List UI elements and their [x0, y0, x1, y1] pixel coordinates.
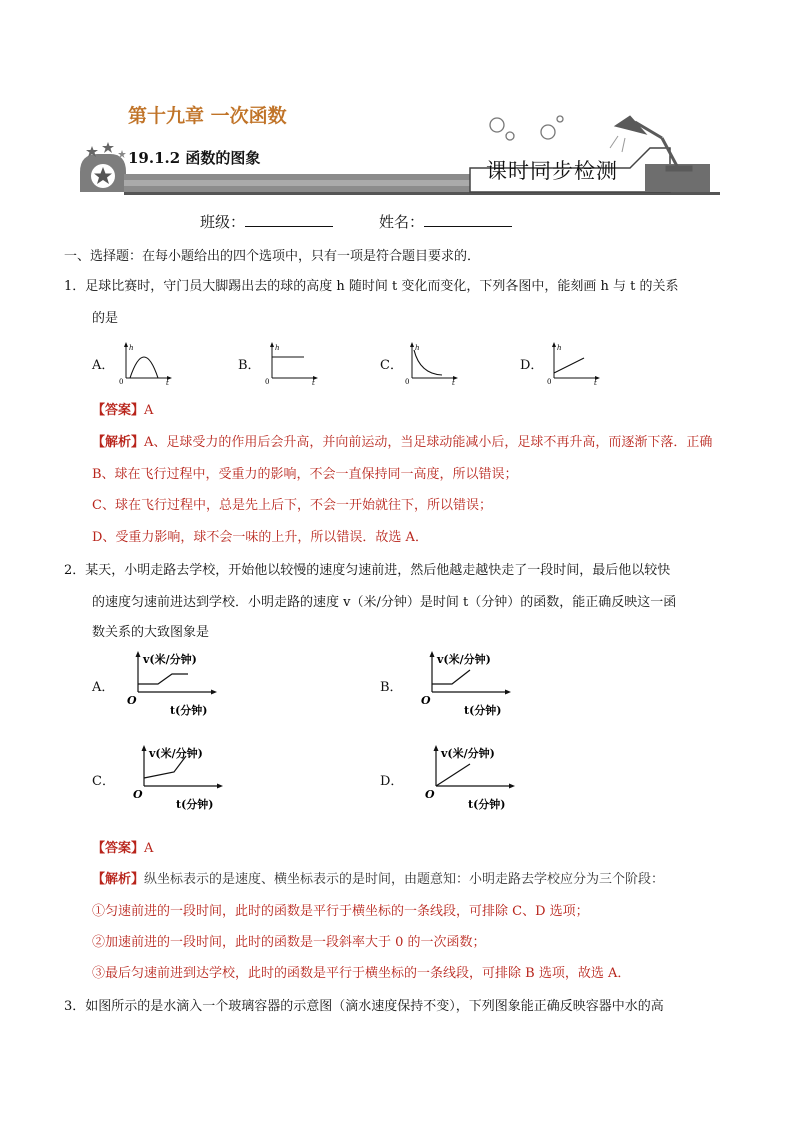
q2b-origin-label: O	[421, 694, 431, 707]
q1-option-b-label: B．	[238, 358, 261, 373]
student-info-row	[200, 210, 512, 233]
q1-analysis-line1	[92, 434, 712, 452]
q2-option-d-label: D．	[380, 774, 404, 789]
q2a-t-axis-label: t(分钟)	[170, 704, 208, 717]
q1d-origin-label: 0	[547, 378, 552, 386]
banner-title: 课时同步检测	[486, 159, 618, 183]
q1a-t-axis-label: t	[166, 379, 169, 386]
q2-graph-b	[418, 648, 518, 718]
class-label: 班级：	[200, 213, 246, 231]
q2b-t-axis-label: t(分钟)	[464, 704, 502, 717]
q2c-v-axis-label: v(米/分钟)	[149, 747, 203, 760]
chapter-title: 第十九章 一次函数	[128, 105, 287, 127]
q1c-t-axis-label: t	[452, 379, 455, 386]
q1-graph-d	[544, 340, 604, 386]
q1-option-c-label: C．	[380, 358, 403, 373]
q1d-h-axis-label: h	[557, 344, 562, 352]
q2d-origin-label: O	[425, 788, 435, 801]
q2-stem-line2: 的速度匀速前进达到学校．小明走路的速度 v（米/分钟）是时间 t（分钟）的函数，能正确反映这一函	[92, 595, 677, 610]
q1-analysis-line4: D、受重力影响，球不会一味的上升，所以错误．故选 A．	[92, 530, 428, 545]
q1b-h-axis-label: h	[275, 344, 280, 352]
q1d-t-axis-label: t	[594, 379, 597, 386]
q1-analysis-text-1: A、足球受力的作用后会升高，并向前运动，当足球动能减小后，足球不再升高，而逐渐下落．正确	[144, 435, 713, 450]
q2-option-a-label: A．	[92, 680, 115, 695]
q2-graph-a	[124, 648, 224, 718]
bubbles-icon	[490, 116, 563, 140]
section-title: 19.1.2 函数的图象	[128, 149, 261, 167]
q1-graph-c	[402, 340, 462, 386]
q2-option-c-label: C．	[92, 774, 115, 789]
q1-answer-tag: 【答案】	[92, 403, 145, 418]
q1-graph-b	[262, 340, 322, 386]
q2-graph-c	[130, 742, 230, 812]
q1a-origin-label: 0	[119, 378, 124, 386]
q1-analysis-line2: B、球在飞行过程中，受重力的影响，不会一直保持同一高度，所以错误；	[92, 467, 518, 482]
q3-stem-line1: 3．如图所示的是水滴入一个玻璃容器的示意图（滴水速度保持不变），下列图象能正确反映容器中水的高	[64, 999, 664, 1014]
q2-analysis-text-1: 纵坐标表示的是速度、横坐标表示的是时间，由题意知：小明走路去学校应分为三个阶段：	[144, 872, 665, 887]
q2c-t-axis-label: t(分钟)	[176, 798, 214, 811]
q1a-h-axis-label: h	[129, 344, 134, 352]
q2d-t-axis-label: t(分钟)	[468, 798, 506, 811]
q2-answer-tag: 【答案】	[92, 841, 145, 856]
q1c-h-axis-label: h	[415, 344, 420, 352]
q1-option-d-label: D．	[520, 358, 544, 373]
q2-graph-d	[422, 742, 522, 812]
q2-stem-line1: 2．某天，小明走路去学校，开始他以较慢的速度匀速前进，然后他越走越快走了一段时间，最后他以较快	[64, 563, 671, 578]
star-badge-icon	[80, 142, 126, 192]
name-label: 姓名：	[379, 213, 425, 231]
q2-analysis-line1	[92, 871, 664, 889]
section-heading: 一、选择题：在每小题给出的四个选项中，只有一项是符合题目要求的．	[64, 249, 481, 264]
q2-analysis-line4: ③最后匀速前进到达学校，此时的函数是平行于横坐标的一条线段，可排除 B 选项，故选 A．	[92, 966, 631, 981]
q1b-t-axis-label: t	[312, 379, 315, 386]
q1-analysis-tag: 【解析】	[92, 435, 145, 450]
q2a-v-axis-label: v(米/分钟)	[143, 653, 197, 666]
q1-answer-value: A	[144, 403, 154, 418]
q1-analysis-line3: C、球在飞行过程中，总是先上后下，不会一开始就往下，所以错误；	[92, 498, 492, 513]
name-field[interactable]	[424, 210, 512, 227]
q2a-origin-label: O	[127, 694, 137, 707]
q2-stem-line3: 数关系的大致图象是	[92, 625, 210, 640]
q1c-origin-label: 0	[405, 378, 410, 386]
q1-stem-line2: 的是	[92, 311, 119, 326]
q2d-v-axis-label: v(米/分钟)	[441, 747, 495, 760]
q2-analysis-line2: ①匀速前进的一段时间，此时的函数是平行于横坐标的一条线段，可排除 C、D 选项；	[92, 904, 589, 919]
q1-graph-a	[116, 340, 176, 386]
q2-answer-value: A	[144, 841, 154, 856]
q1-stem-line1: 1．足球比赛时，守门员大脚踢出去的球的高度 h 随时间 t 变化而变化，下列各图中，能刻画 h 与 t 的关系	[64, 279, 679, 294]
q1-answer	[92, 402, 153, 420]
q2b-v-axis-label: v(米/分钟)	[437, 653, 491, 666]
q2-option-b-label: B．	[380, 680, 403, 695]
q1b-origin-label: 0	[265, 378, 270, 386]
q2-analysis-tag: 【解析】	[92, 872, 145, 887]
class-field[interactable]	[245, 210, 333, 227]
q2-answer	[92, 840, 153, 858]
q2c-origin-label: O	[133, 788, 143, 801]
q2-analysis-line3: ②加速前进的一段时间，此时的函数是一段斜率大于 0 的一次函数；	[92, 935, 486, 950]
q1-option-a-label: A．	[92, 358, 115, 373]
